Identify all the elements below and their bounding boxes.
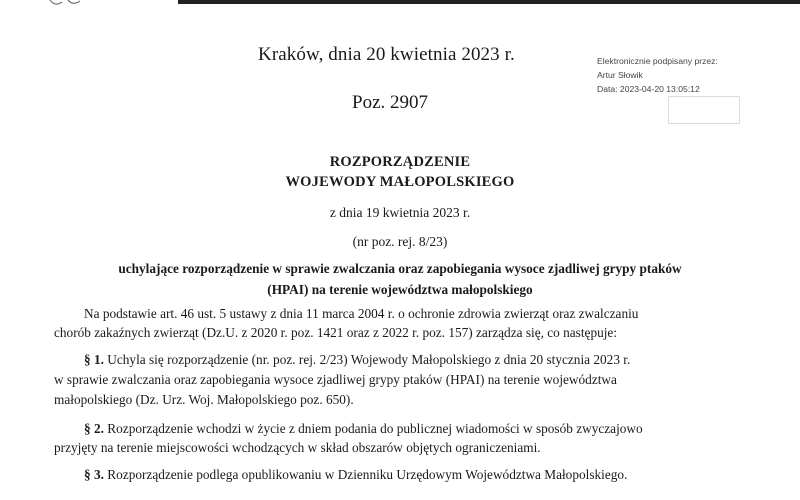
issuer: WOJEWODY MAŁOPOLSKIEGO [285,174,515,190]
section-1-label: § 1. [84,352,104,367]
section-1-line-3: małopolskiego (Dz. Urz. Woj. Małopolskiego poz. 650). [54,392,354,407]
registry-ref: (nr poz. rej. 8/23) [352,234,448,249]
signature-date: Data: 2023-04-20 13:05:12 [597,84,700,94]
emblem-icon [40,0,100,8]
signature-name: Artur Słowik [597,70,643,80]
section-2-line-1 [84,421,643,437]
subject-line-1: uchylające rozporządzenie w sprawie zwalczania oraz zapobiegania wysoce zjadliwej grypy ptaków [118,261,682,276]
section-3-label: § 3. [84,467,104,482]
preamble-line-2: chorób zakaźnych zwierząt (Dz.U. z 2020 r. poz. 1421 oraz z 2022 r. poz. 157) zarządza się, co następuje: [54,325,618,340]
subject-line-2: (HPAI) na terenie województwa małopolskiego [267,282,533,297]
section-1-line-2: w sprawie zwalczania oraz zapobiegania wysoce zjadliwej grypy ptaków (HPAI) na terenie województwa [54,372,617,387]
section-1-text-1: Uchyla się rozporządzenie (nr. poz. rej. 2/23) Wojewody Małopolskiego z dnia 20 stycznia 2023 r. [107,352,631,367]
document-type: ROZPORZĄDZENIE [329,154,471,170]
signature-label: Elektronicznie podpisany przez: [597,56,718,66]
position-number: Poz. 2907 [352,92,428,113]
header-rule [178,0,800,4]
place-date: Kraków, dnia 20 kwietnia 2023 r. [258,44,515,65]
section-2-text-1: Rozporządzenie wchodzi w życie z dniem podania do publicznej wiadomości w sposób zwyczajowo [107,421,643,436]
section-2-label: § 2. [84,421,104,436]
preamble-line-1: Na podstawie art. 46 ust. 5 ustawy z dnia 11 marca 2004 r. o ochronie zdrowia zwierząt oraz zwalczaniu [84,306,639,321]
section-3-text-1: Rozporządzenie podlega opublikowaniu w Dzienniku Urzędowym Województwa Małopolskiego. [107,467,628,482]
issue-date: z dnia 19 kwietnia 2023 r. [329,205,471,220]
section-3-line-1 [84,467,627,483]
signature-stamp [668,96,740,124]
section-2-line-2: przyjęty na terenie miejscowości wchodzących w skład obszarów objętych ograniczeniami. [54,440,541,455]
section-1-line-1 [84,352,630,368]
